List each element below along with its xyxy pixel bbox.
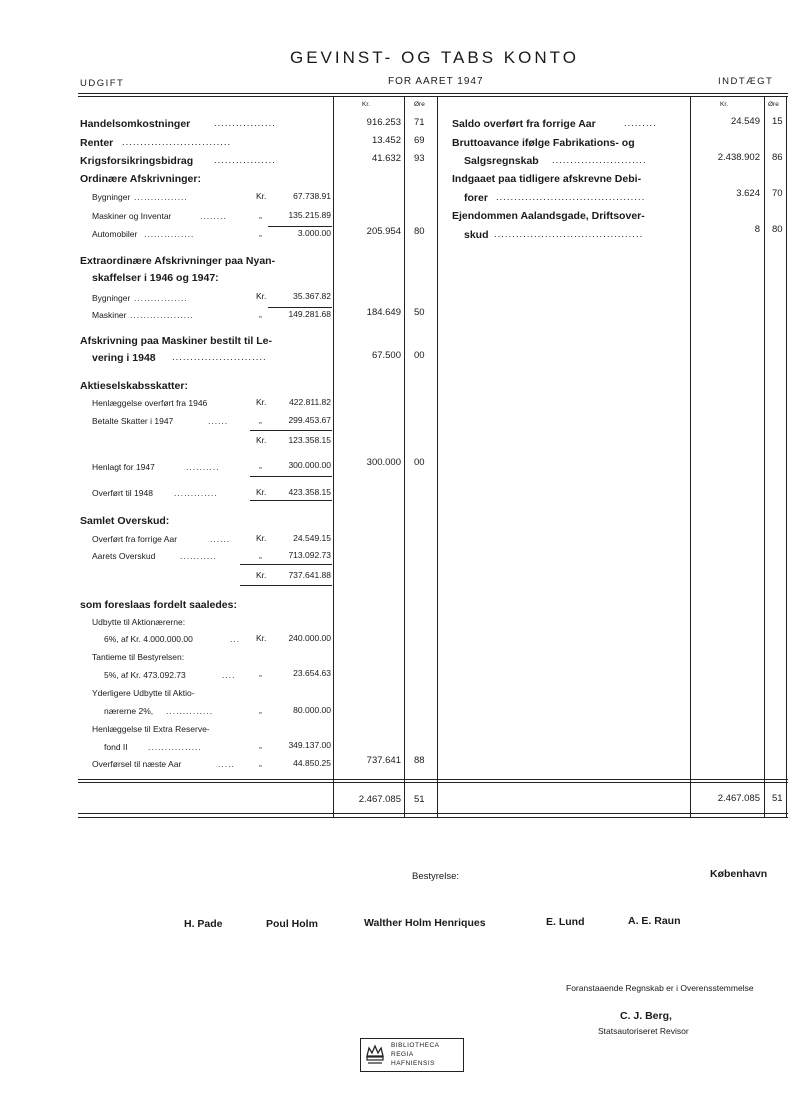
section-heading: Aktieselskabsskatter: — [80, 380, 188, 392]
expense-kr: 916.253 — [366, 117, 401, 128]
expense-kr: 184.649 — [366, 307, 401, 318]
unit: Kr. — [256, 633, 267, 643]
unit: Kr. — [256, 191, 267, 201]
sub-label: Tantieme til Bestyrelsen: — [92, 652, 185, 662]
income-label: Saldo overført fra forrige Aar — [452, 118, 596, 130]
auditor-name: C. J. Berg, — [620, 1010, 672, 1022]
signer: Poul Holm — [266, 918, 318, 930]
sub-label: Overført fra forrige Aar — [92, 534, 178, 544]
ore-col-header: Øre — [768, 101, 779, 108]
unit: „ — [259, 740, 262, 750]
expense-ore: 93 — [414, 153, 425, 164]
city: København — [710, 868, 768, 880]
auditor-title: Statsautoriseret Revisor — [598, 1026, 689, 1036]
unit: Kr. — [256, 487, 267, 497]
unit: „ — [259, 460, 262, 470]
sub-label: Bygninger — [92, 192, 131, 202]
signer: H. Pade — [184, 918, 223, 930]
unit: „ — [259, 415, 262, 425]
expense-kr: 67.500 — [371, 350, 401, 361]
expense-ore: 88 — [414, 755, 425, 766]
expense-header: UDGIFT — [80, 78, 125, 89]
unit: „ — [259, 550, 262, 560]
sub-amount: 713.092.73 — [288, 550, 331, 560]
expense-label: Krigsforsikringsbidrag — [80, 155, 194, 167]
signer: A. E. Raun — [628, 915, 681, 927]
unit: Kr. — [256, 397, 267, 407]
unit: „ — [259, 668, 262, 678]
signer: E. Lund — [546, 916, 585, 928]
expense-ore: 00 — [414, 350, 425, 361]
income-label: Ejendommen Aalandsgade, Driftsover- — [452, 210, 645, 222]
sub-label: Automobiler — [92, 229, 138, 239]
sub-label: Yderligere Udbytte til Aktio- — [92, 688, 195, 698]
sub-amount: 349.137.00 — [288, 740, 331, 750]
sub-amount: 240.000.00 — [288, 633, 331, 643]
sub-amount: 135.215.89 — [288, 210, 331, 220]
unit: „ — [259, 758, 262, 768]
income-ore: 70 — [772, 188, 783, 199]
income-total-ore: 51 — [772, 793, 783, 804]
sub-amount: 149.281.68 — [288, 309, 331, 319]
expense-label: vering i 1948 — [92, 352, 156, 364]
sub-amount: 80.000.00 — [293, 705, 331, 715]
sub-amount: 67.738.91 — [293, 191, 331, 201]
board-label: Bestyrelse: — [412, 871, 459, 882]
income-label: forer — [464, 192, 488, 204]
sub-label: fond II — [104, 742, 128, 752]
expense-total-kr: 2.467.085 — [358, 794, 401, 805]
section-heading: Extraordinære Afskrivninger paa Nyan- — [80, 255, 276, 267]
unit: Kr. — [256, 570, 267, 580]
unit: „ — [259, 228, 262, 238]
expense-ore: 00 — [414, 457, 425, 468]
section-heading: Afskrivning paa Maskiner bestilt til Le- — [80, 335, 272, 347]
expense-ore: 50 — [414, 307, 425, 318]
stamp-line: REGIA — [391, 1051, 414, 1058]
section-heading: som foreslaas fordelt saaledes: — [80, 599, 237, 611]
crown-icon — [365, 1042, 385, 1066]
sub-label: 6%, af Kr. 4.000.000.00 — [104, 634, 193, 644]
sub-label: Aarets Overskud — [92, 551, 156, 561]
sub-label: Maskiner og Inventar — [92, 211, 172, 221]
income-label: Indgaaet paa tidligere afskrevne Debi- — [452, 173, 642, 185]
expense-ore: 71 — [414, 117, 425, 128]
income-kr: 24.549 — [730, 116, 760, 127]
sub-label: Overførsel til næste Aar — [92, 759, 182, 769]
expense-kr: 205.954 — [366, 226, 401, 237]
sub-label: Henlæggelse til Extra Reserve- — [92, 724, 210, 734]
sub-amount: 737.641.88 — [288, 570, 331, 580]
income-label: skud — [464, 229, 489, 241]
sub-label: Overført til 1948 — [92, 488, 153, 498]
expense-total-ore: 51 — [414, 794, 425, 805]
expense-ore: 80 — [414, 226, 425, 237]
stamp-line: BIBLIOTHECA — [391, 1042, 440, 1049]
expense-kr: 737.641 — [366, 755, 401, 766]
section-heading: Ordinære Afskrivninger: — [80, 173, 201, 185]
sub-amount: 299.453.67 — [288, 415, 331, 425]
kr-col-header: Kr. — [362, 101, 370, 108]
income-label: Bruttoavance ifølge Fabrikations- og — [452, 137, 635, 149]
income-ore: 15 — [772, 116, 783, 127]
sub-label: Betalte Skatter i 1947 — [92, 416, 174, 426]
expense-label: Renter — [80, 137, 114, 149]
expense-label: Handelsomkostninger — [80, 118, 191, 130]
income-total-kr: 2.467.085 — [717, 793, 760, 804]
page-title: GEVINST- OG TABS KONTO — [290, 48, 579, 67]
expense-ore: 69 — [414, 135, 425, 146]
section-heading: Samlet Overskud: — [80, 515, 170, 527]
unit: Kr. — [256, 435, 267, 445]
auditor-note: Foranstaaende Regnskab er i Overensstemmelse — [566, 983, 754, 993]
sub-label: Henlagt for 1947 — [92, 462, 155, 472]
income-header: INDTÆGT — [718, 76, 774, 87]
sub-amount: 423.358.15 — [288, 487, 331, 497]
sub-amount: 23.654.63 — [293, 668, 331, 678]
unit: Kr. — [256, 291, 267, 301]
sub-amount: 35.367.82 — [293, 291, 331, 301]
unit: Kr. — [256, 533, 267, 543]
sub-amount: 3.000.00 — [297, 228, 331, 238]
library-stamp — [360, 1038, 464, 1072]
kr-col-header: Kr. — [720, 101, 728, 108]
unit: „ — [259, 210, 262, 220]
section-heading: skaffelser i 1946 og 1947: — [92, 272, 219, 284]
sub-label: Henlæggelse overført fra 1946 — [92, 398, 208, 408]
unit: „ — [259, 705, 262, 715]
income-kr: 8 — [754, 224, 760, 235]
signer: Walther Holm Henriques — [364, 917, 486, 929]
sub-label: Maskiner — [92, 310, 127, 320]
income-label: Salgsregnskab — [464, 155, 539, 167]
sub-label: 5%, af Kr. 473.092.73 — [104, 670, 186, 680]
sub-amount: 44.850.25 — [293, 758, 331, 768]
sub-label: Udbytte til Aktionærerne: — [92, 617, 186, 627]
income-kr: 2.438.902 — [717, 152, 760, 163]
stamp-line: HAFNIENSIS — [391, 1060, 436, 1067]
sub-label: Bygninger — [92, 293, 131, 303]
sub-amount: 24.549.15 — [293, 533, 331, 543]
expense-kr: 41.632 — [371, 153, 401, 164]
period-subtitle: FOR AARET 1947 — [388, 76, 484, 87]
income-ore: 86 — [772, 152, 783, 163]
sub-amount: 300.000.00 — [288, 460, 331, 470]
income-ore: 80 — [772, 224, 783, 235]
expense-kr: 13.452 — [371, 135, 401, 146]
ore-col-header: Øre — [414, 101, 425, 108]
expense-kr: 300.000 — [366, 457, 401, 468]
sub-amount: 422.811.82 — [289, 397, 331, 407]
unit: „ — [259, 309, 262, 319]
sub-label: nærerne 2%, — [104, 706, 154, 716]
income-kr: 3.624 — [736, 188, 760, 199]
sub-amount: 123.358.15 — [288, 435, 331, 445]
